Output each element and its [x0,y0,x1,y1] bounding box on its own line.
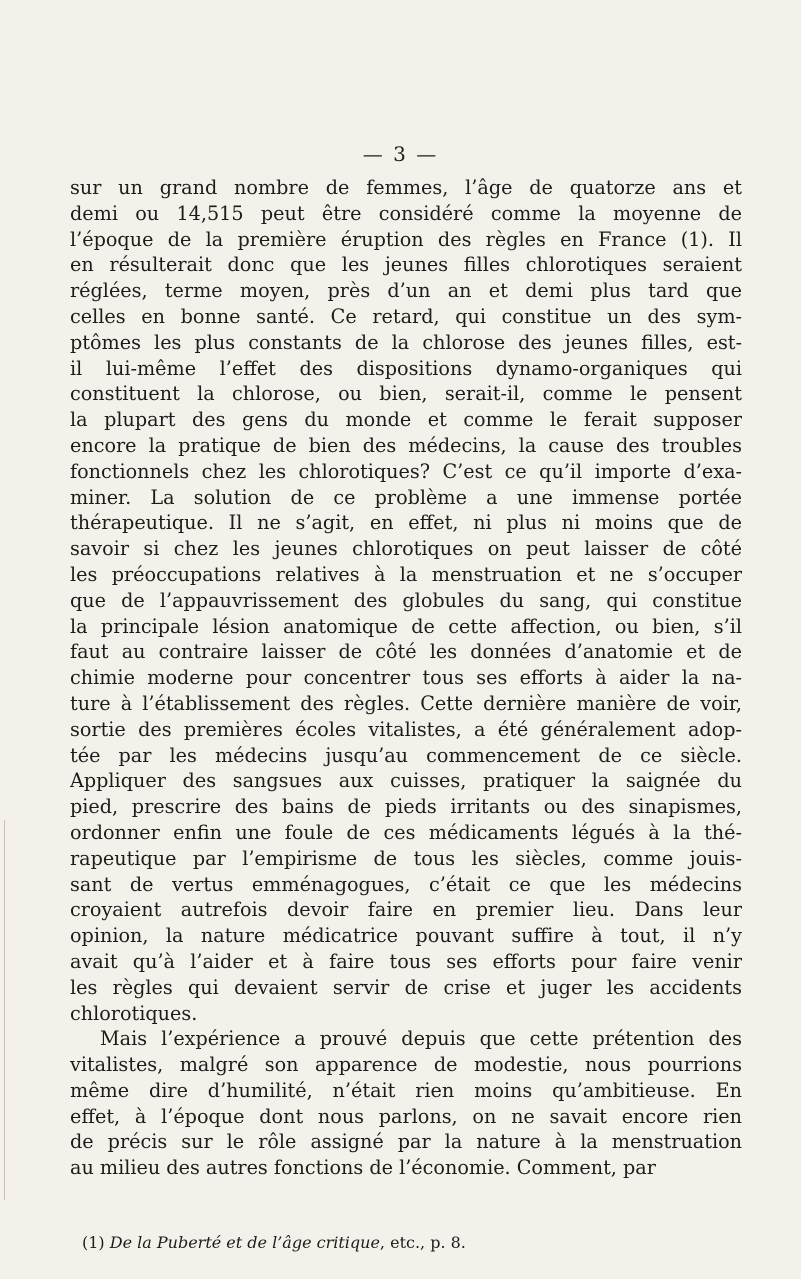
text-line: la plupart des gens du monde et comme le ferait supposer [70,408,742,432]
text-line: pied, prescrire des bains de pieds irritants ou des sinapismes, [70,795,742,819]
text-line: ture à l’établissement des règles. Cette dernière manière de voir, [70,691,742,715]
text-line: l’époque de la première éruption des règles en France (1). Il [70,227,742,251]
text-line: demi ou 14,515 peut être considéré comme la moyenne de [70,201,742,225]
text-line: celles en bonne santé. Ce retard, qui constitue un des sym- [70,304,742,328]
footnote-title: De la Puberté et de l’âge critique [109,1233,380,1252]
text-line: sortie des premières écoles vitalistes, a été généralement adop- [70,717,742,741]
text-line: de précis sur le rôle assigné par la nature à la menstruation [70,1130,742,1154]
text-line: chlorotiques. [70,1001,198,1025]
paragraph-2 [70,1026,742,1181]
text-line: rapeutique par l’empirisme de tous les siècles, comme jouis- [70,846,742,870]
text-line: au milieu des autres fonctions de l’économie. Comment, par [70,1156,656,1180]
text-line: effet, à l’époque dont nous parlons, on ne savait encore rien [70,1104,742,1128]
text-line: thérapeutique. Il ne s’agit, en effet, ni plus ni moins que de [70,511,742,535]
text-line: réglées, terme moyen, près d’un an et demi plus tard que [70,279,742,303]
text-line: sur un grand nombre de femmes, l’âge de quatorze ans et [70,176,742,199]
paragraph-1 [70,175,742,1026]
text-line: encore la pratique de bien des médecins, la cause des troubles [70,433,742,457]
text-line: croyaient autrefois devoir faire en premier lieu. Dans leur [70,898,742,922]
text-line: il lui-même l’effet des dispositions dynamo-organiques qui [70,356,742,380]
text-line: miner. La solution de ce problème a une immense portée [70,485,742,509]
page-number: — 3 — [362,142,439,166]
text-line: opinion, la nature médicatrice pouvant suffire à tout, il n’y [70,924,742,948]
text-line: ordonner enfin une foule de ces médicaments légués à la thé- [70,820,742,844]
text-line: les règles qui devaient servir de crise et juger les accidents [70,975,742,999]
text-line: constituent la chlorose, ou bien, serait-il, comme le pensent [70,382,742,406]
text-line: chimie moderne pour concentrer tous ses efforts à aider la na- [70,666,742,690]
text-line: vitalistes, malgré son apparence de modestie, nous pourrions [70,1053,742,1077]
footnote [82,1232,742,1254]
page-crease [4,820,5,1200]
text-line: tée par les médecins jusqu’au commencement de ce siècle. [70,743,742,767]
text-line: la principale lésion anatomique de cette affection, ou bien, s’il [70,614,742,638]
text-line: avait qu’à l’aider et à faire tous ses efforts pour faire venir [70,949,742,973]
text-line: fonctionnels chez les chlorotiques? C’est ce qu’il importe d’exa- [70,459,742,483]
text-line: même dire d’humilité, n’était rien moins qu’ambitieuse. En [70,1078,742,1102]
text-line: Mais l’expérience a prouvé depuis que cette prétention des [100,1027,742,1051]
body-text [70,175,742,1181]
text-line: ptômes les plus constants de la chlorose des jeunes filles, est- [70,330,742,354]
text-line: savoir si chez les jeunes chlorotiques on peut laisser de côté [70,537,742,561]
text-line: en résulterait donc que les jeunes filles chlorotiques seraient [70,253,742,277]
footnote-rest: , etc., p. 8. [379,1233,466,1252]
text-line: faut au contraire laisser de côté les données d’anatomie et de [70,640,742,664]
text-line: sant de vertus emménagogues, c’était ce que les médecins [70,872,742,896]
footnote-marker: (1) [82,1233,105,1252]
text-line: Appliquer des sangsues aux cuisses, pratiquer la saignée du [70,769,742,793]
text-line: les préoccupations relatives à la menstruation et ne s’occuper [70,562,742,586]
text-line: que de l’appauvrissement des globules du sang, qui constitue [70,588,742,612]
